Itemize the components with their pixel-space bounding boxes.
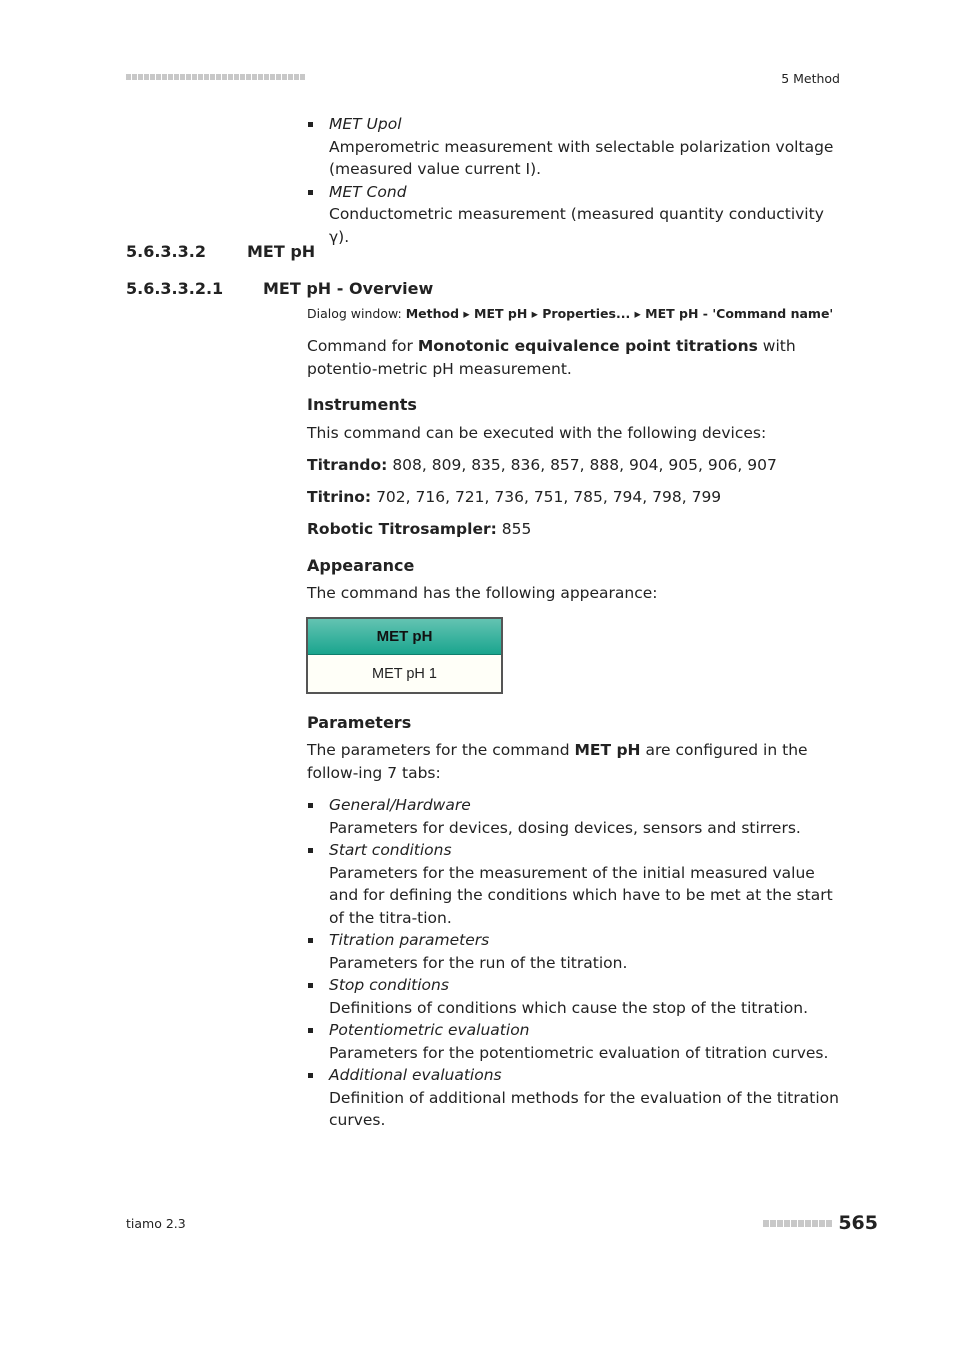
titrino-label: Titrino: xyxy=(307,488,372,506)
titrando-label: Titrando: xyxy=(307,456,388,474)
intro-bold: Monotonic equivalence point titrations xyxy=(417,337,758,355)
item-title: Additional evaluations xyxy=(329,1066,502,1084)
command-appearance-box xyxy=(306,617,503,694)
item-title: MET Upol xyxy=(329,115,402,133)
instruments-text: This command can be executed with the following devices: xyxy=(307,424,767,442)
item-description: Parameters for devices, dosing devices, sensors and stirrers. xyxy=(329,818,801,837)
parameters-bold: MET pH xyxy=(574,741,641,759)
titrino-values: 702, 716, 721, 736, 751, 785, 794, 798, 799 xyxy=(371,488,722,506)
item-description: Definition of additional methods for the evaluation of the titration curves. xyxy=(329,1088,839,1129)
list-item xyxy=(307,113,841,181)
item-title: General/Hardware xyxy=(329,796,471,814)
item-description: Parameters for the measurement of the initial measured value and for defining the conditions which have to be met at the start of the titra-tion. xyxy=(329,863,833,927)
list-item xyxy=(307,1019,841,1064)
page-number: 565 xyxy=(838,1212,878,1234)
item-description: Parameters for the potentiometric evaluation of titration curves. xyxy=(329,1043,829,1062)
item-description: Amperometric measurement with selectable polarization voltage (measured value current I). xyxy=(329,137,834,178)
list-item xyxy=(307,1064,841,1132)
item-title: Titration parameters xyxy=(329,931,490,949)
list-item xyxy=(307,181,841,249)
command-label: MET pH 1 xyxy=(371,665,437,682)
titrino-line xyxy=(307,486,841,509)
robotic-label: Robotic Titrosampler: xyxy=(307,520,497,538)
appearance-heading: Appearance xyxy=(307,556,415,575)
item-title: Start conditions xyxy=(329,841,452,859)
parameters-text-end: are configured in the follow-ing 7 tabs: xyxy=(307,741,808,782)
parameters-list xyxy=(307,794,841,1132)
robotic-line xyxy=(307,518,841,541)
command-title-bar: MET pH xyxy=(308,619,501,655)
parameters-text: The parameters for the command xyxy=(307,741,575,759)
instruments-heading: Instruments xyxy=(307,395,417,414)
titrando-values: 808, 809, 835, 836, 857, 888, 904, 905, 906, 907 xyxy=(387,456,777,474)
item-title: MET Cond xyxy=(329,182,407,201)
intro-paragraph xyxy=(307,335,841,380)
subsection-number: 5.6.3.3.2.1 xyxy=(126,279,224,298)
list-item xyxy=(307,929,841,974)
robotic-values: 855 xyxy=(496,520,532,538)
section-number: 5.6.3.3.2 xyxy=(126,242,206,261)
list-item xyxy=(307,974,841,1019)
footer-decoration xyxy=(763,1220,832,1227)
section-heading xyxy=(126,242,315,261)
top-list xyxy=(307,113,841,248)
dialog-path xyxy=(307,306,833,321)
item-description: Definitions of conditions which cause the stop of the titration. xyxy=(329,998,809,1017)
intro-text-end: with potentio-metric pH measurement. xyxy=(307,337,796,378)
subsection-title: MET pH - Overview xyxy=(263,279,434,298)
list-item xyxy=(307,839,841,929)
item-description: Parameters for the run of the titration. xyxy=(329,953,628,972)
item-title: Potentiometric evaluation xyxy=(329,1021,530,1039)
section-title: MET pH xyxy=(247,242,316,261)
intro-text: Command for xyxy=(307,337,418,355)
header-chapter: 5 Method xyxy=(781,71,840,86)
dialog-prefix: Dialog window: xyxy=(307,306,406,321)
parameters-intro xyxy=(307,739,841,784)
dialog-menu-path: Method ▸ MET pH ▸ Properties... ▸ MET pH - 'Command name' xyxy=(405,306,834,321)
item-title: Stop conditions xyxy=(329,976,449,994)
item-description: Conductometric measurement (measured quantity conductivity γ). xyxy=(329,205,824,246)
appearance-text: The command has the following appearance: xyxy=(307,584,658,602)
subsection-heading xyxy=(126,279,433,298)
footer-product: tiamo 2.3 xyxy=(126,1216,186,1231)
titrando-line xyxy=(307,454,841,477)
header-decoration xyxy=(126,74,305,82)
parameters-heading: Parameters xyxy=(307,713,412,732)
list-item xyxy=(307,794,841,839)
footer-page xyxy=(763,1212,878,1234)
